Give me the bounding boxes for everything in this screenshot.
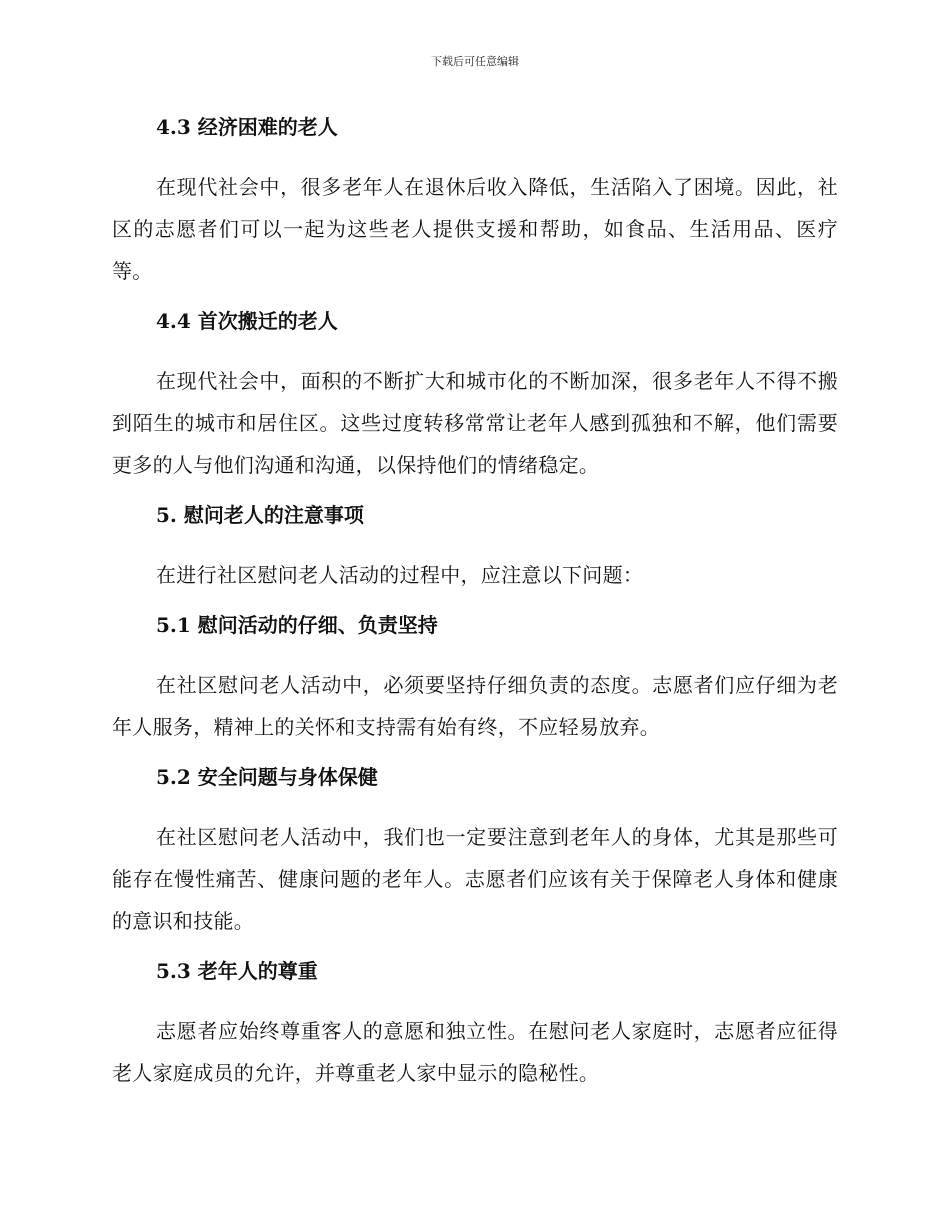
section-paragraph-4-3: 在现代社会中，很多老年人在退休后收入降低，生活陷入了困境。因此，社区的志愿者们可以一起为这些老人提供支援和帮助，如食品、生活用品、医疗等。 xyxy=(112,175,838,283)
section-paragraph-5-3: 志愿者应始终尊重客人的意愿和独立性。在慰问老人家庭时，志愿者应征得老人家庭成员的允许，并尊重老人家中显示的隐秘性。 xyxy=(112,1019,838,1085)
section-heading-5-3: 5.3 老年人的尊重 xyxy=(156,959,318,983)
document-body xyxy=(112,112,838,1094)
section-heading-4-4: 4.4 首次搬迁的老人 xyxy=(156,309,338,333)
section-heading-5: 5. 慰问老人的注意事项 xyxy=(156,503,364,527)
page-header: 下载后可任意编辑 xyxy=(431,55,519,68)
section-heading-4-3: 4.3 经济困难的老人 xyxy=(156,115,338,139)
section-heading-5-1: 5.1 慰问活动的仔细、负责坚持 xyxy=(156,613,438,637)
section-paragraph-5-1: 在社区慰问老人活动中，必须要坚持仔细负责的态度。志愿者们应仔细为老年人服务，精神上的关怀和支持需有始有终，不应轻易放弃。 xyxy=(112,673,838,739)
section-paragraph-5: 在进行社区慰问老人活动的过程中，应注意以下问题： xyxy=(156,563,644,587)
section-paragraph-4-4: 在现代社会中，面积的不断扩大和城市化的不断加深，很多老年人不得不搬到陌生的城市和居住区。这些过度转移常常让老年人感到孤独和不解，他们需要更多的人与他们沟通和沟通，以保持他们的情绪稳定。 xyxy=(112,369,838,477)
section-paragraph-5-2: 在社区慰问老人活动中，我们也一定要注意到老年人的身体，尤其是那些可能存在慢性痛苦、健康问题的老年人。志愿者们应该有关于保障老人身体和健康的意识和技能。 xyxy=(112,825,838,933)
section-heading-5-2: 5.2 安全问题与身体保健 xyxy=(156,765,378,789)
